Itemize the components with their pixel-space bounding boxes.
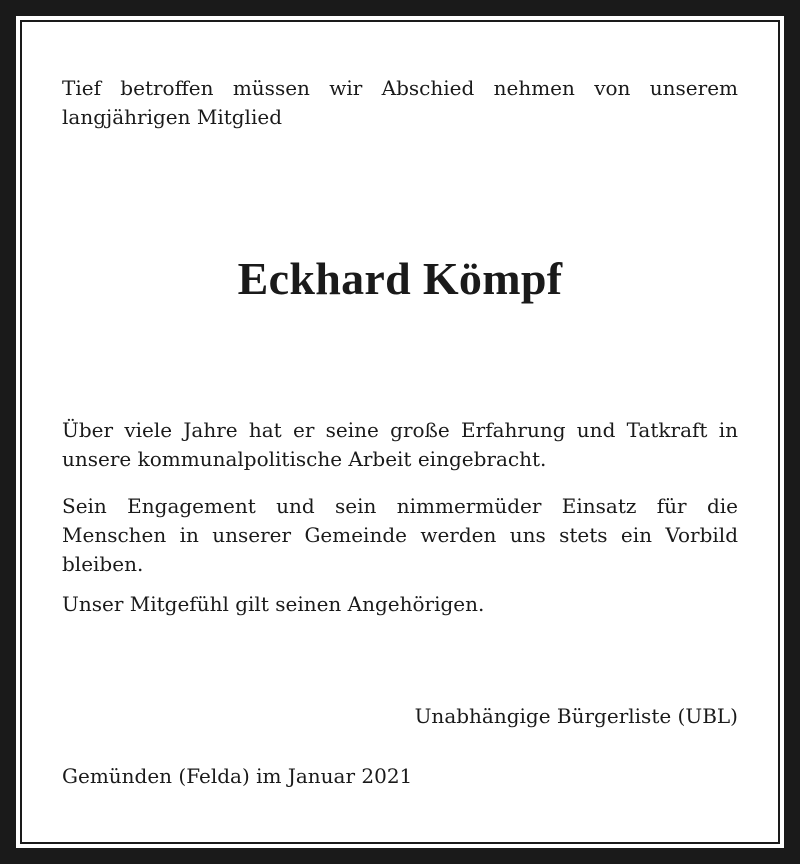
obituary-content [62,18,738,846]
deceased-name: Eckhard Kömpf [237,253,563,304]
obituary-inner-frame [16,16,784,848]
paragraph-engagement: Sein Engagement und sein nimmermüder Einsatz für die Menschen in unserer Gemeinde werden uns stets ein Vorbild bleiben. [62,494,738,576]
intro-text: Tief betroffen müssen wir Abschied nehmen von unserem langjährigen Mitglied [62,76,738,129]
paragraph-experience: Über viele Jahre hat er seine große Erfahrung und Tatkraft in unsere kommunalpolitische Arbeit eingebracht. [62,418,738,471]
paragraph-condolences: Unser Mitgefühl gilt seinen Angehörigen. [62,592,485,616]
signature-organization: Unabhängige Bürgerliste (UBL) [414,704,738,728]
place-and-date: Gemünden (Felda) im Januar 2021 [62,764,413,788]
